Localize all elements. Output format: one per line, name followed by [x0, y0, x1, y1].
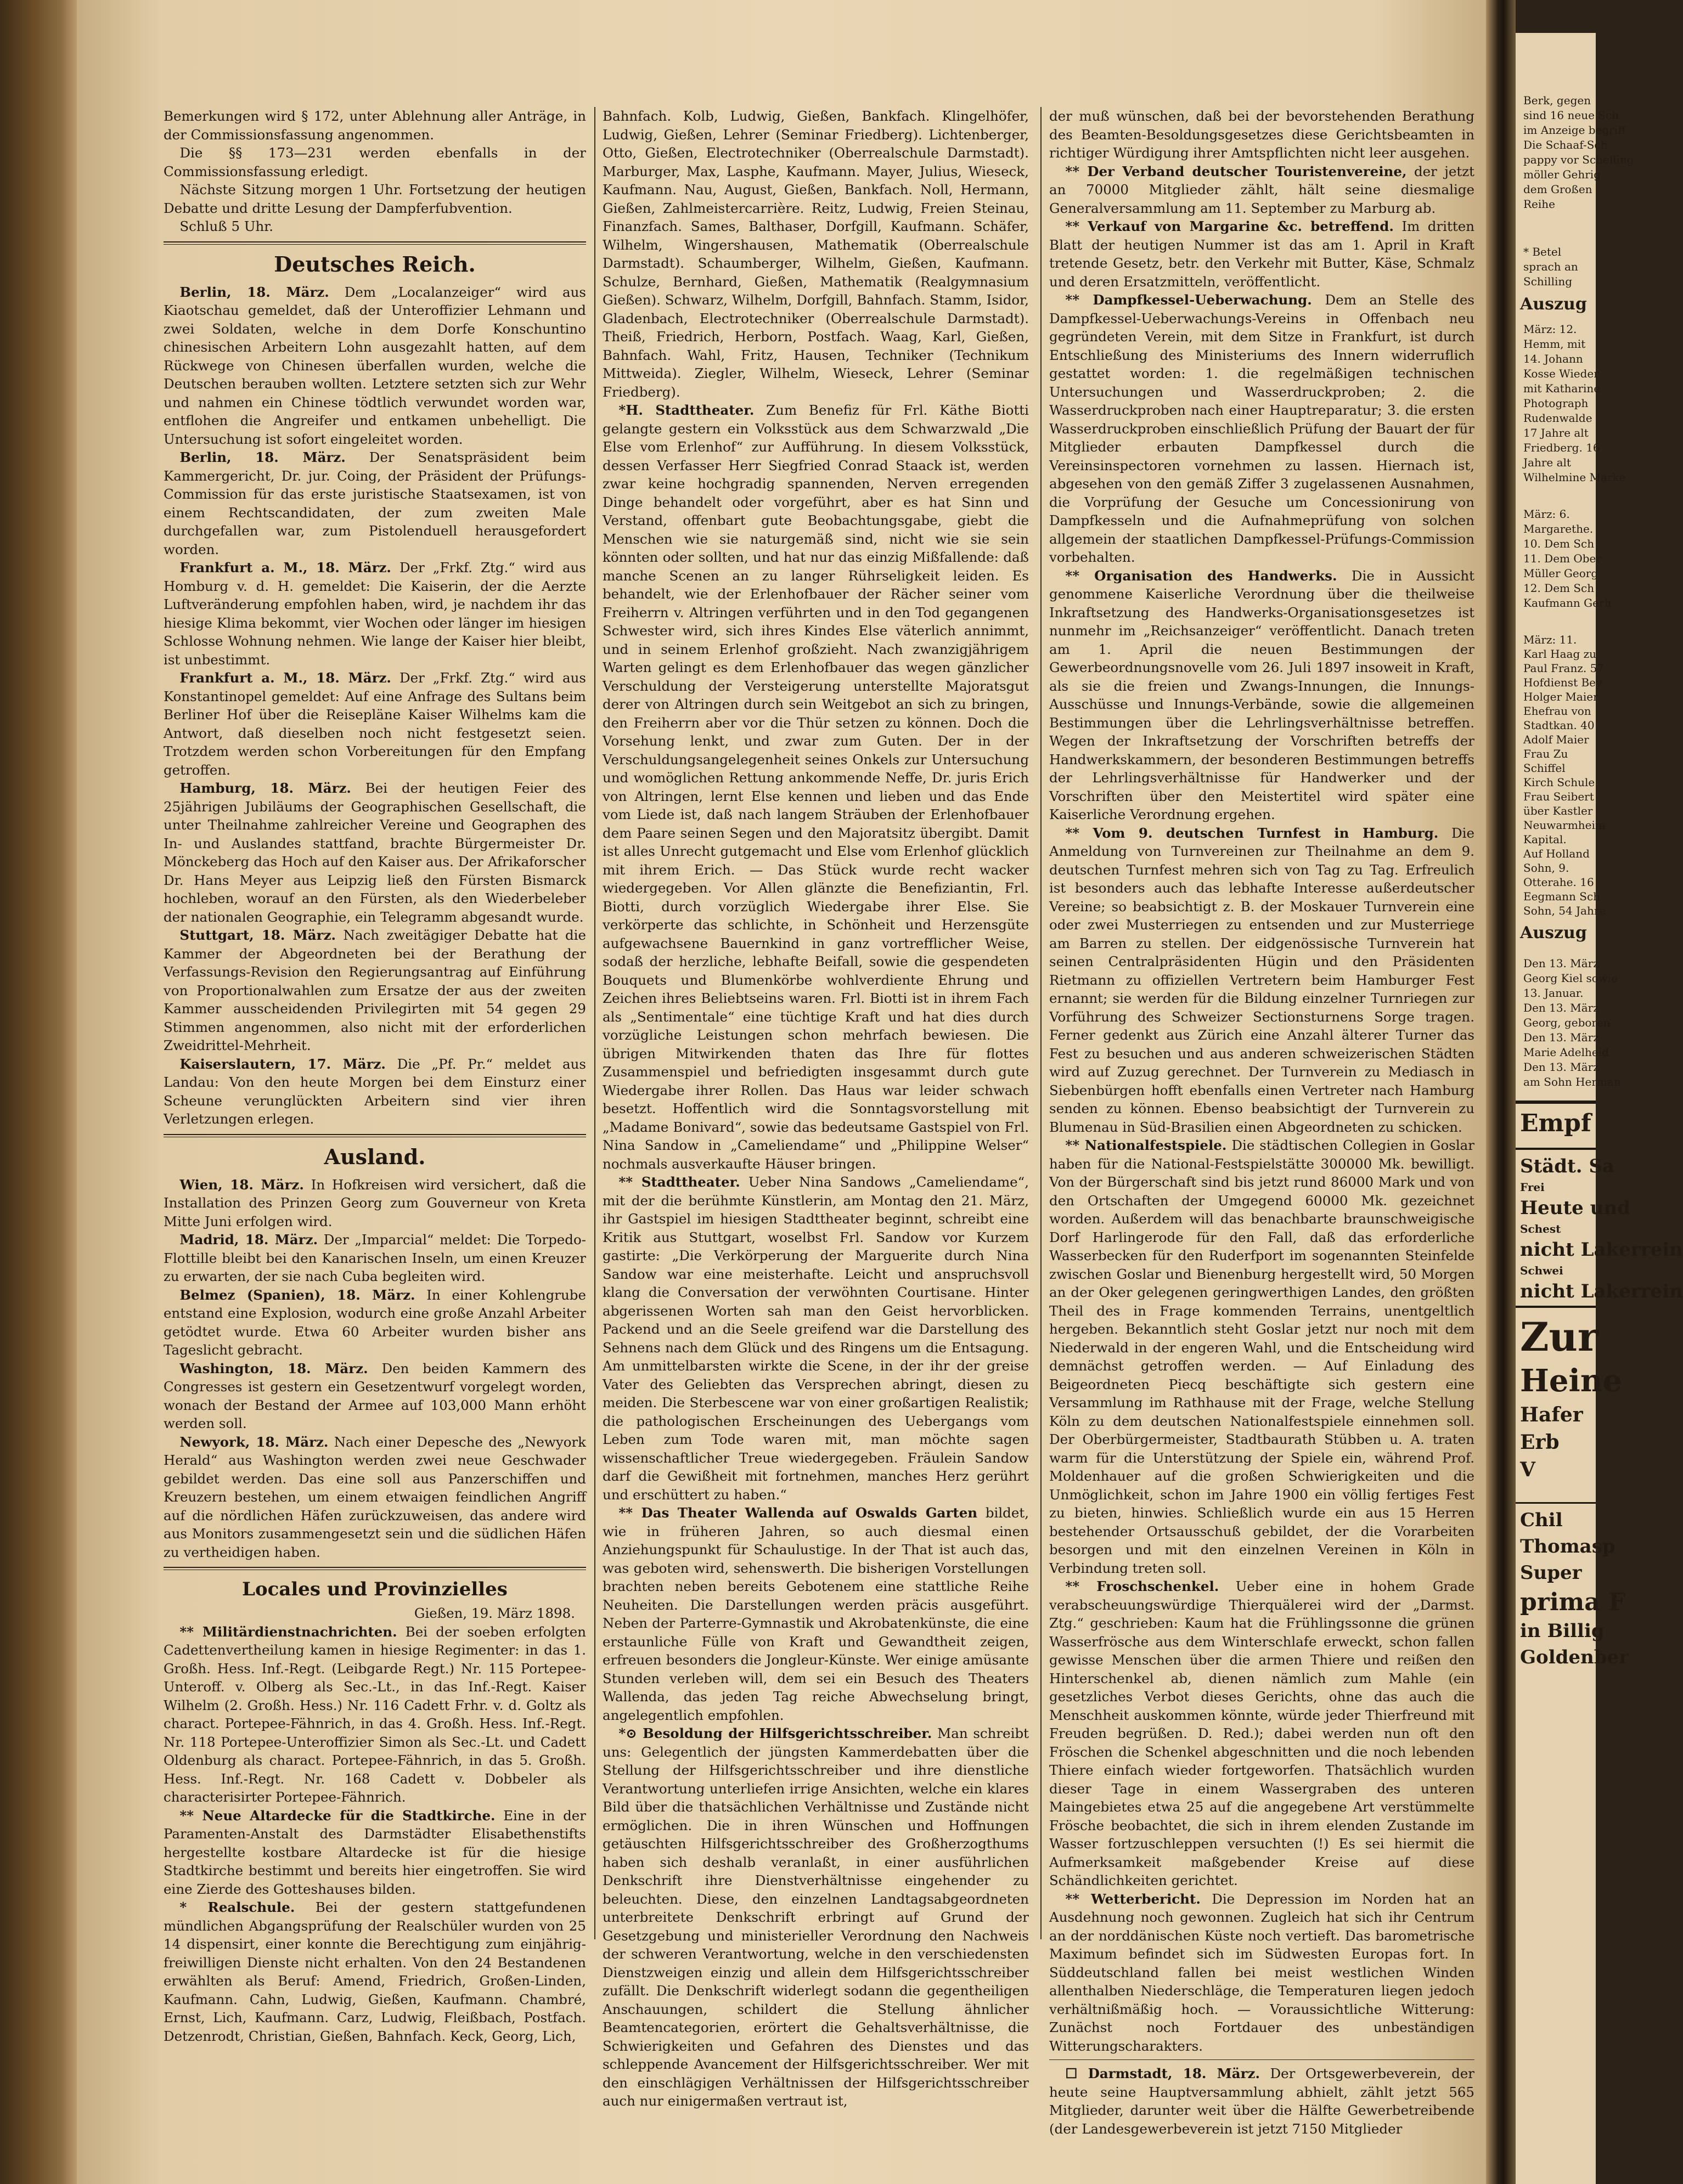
item-text: Der Senatspräsident beim Kammergericht, Dr. jur. Coing, der Präsident der Prüfungs-Commission für das erste juristische Staatsexamen, ist von einem Rechtscandidaten, der zum zweiten Male durchgefallen war, zum Pistolenduell herausgefordert worden.	[164, 449, 586, 557]
item-dateline: ** Verkauf von Margarine &c. betreffend.	[1065, 218, 1394, 234]
news-item	[603, 1724, 1029, 2110]
column-3	[1049, 107, 1475, 2137]
ad-text: Chil	[1520, 1509, 1563, 1531]
item-text: Den beiden Kammern des Congresses ist gestern ein Gesetzentwurf vorgelegt worden, wonach der Bestand der Armee auf 103,000 Mann erhöht werden soll.	[164, 1360, 586, 1431]
news-item	[1049, 1577, 1474, 1890]
edge-text-line: Den 13. März	[1523, 957, 1599, 970]
news-item	[164, 1623, 586, 1807]
item-text: Der Ortsgewerbeverein, der heute seine Hauptversammlung abhielt, zählt jetzt 565 Mitglieder, darunter weit über die Hälfte Gewerbetreibende (der Landesgewerbeverein ist jetzt 7150 Mitglieder	[1049, 2066, 1474, 2137]
edge-text-line: 12. Dem Sch	[1523, 582, 1595, 595]
edge-text-line: Paul Franz. 57	[1523, 662, 1605, 675]
news-item	[603, 401, 1029, 1173]
edge-text-line: Otterahe. 16	[1523, 876, 1594, 889]
item-dateline: ** Nationalfestspiele.	[1065, 1137, 1227, 1153]
news-item	[1049, 291, 1474, 567]
news-item	[164, 1433, 586, 1562]
edge-text-line: Den 13. März	[1523, 1031, 1599, 1044]
edge-rule	[1516, 1306, 1596, 1308]
edge-text-line: 13. Januar.	[1523, 986, 1584, 1000]
news-item	[164, 1176, 586, 1231]
edge-heading: Empf	[1520, 1109, 1591, 1137]
item-text: Ueber Nina Sandows „Cameliendame“, mit der die berühmte Künstlerin, am Montag den 21. März, ihr Gastspiel im hiesigen Stadttheater beginnt, schreibt eine Kritik aus Stuttgart, woselbst Frl. Sandow vor Kurzem gastirte: „Die Verkörperung der Marguerite durch Nina Sandow war eine meisterhafte. Leicht und anspruchsvoll klang die Conversation der verwöhnten Courtisane. Hinter abgerissenen Worten sah man den Geist hervorblicken. Packend und an die Seele greifend war die Darstellung des Sehnens nach dem Glück und des Ringens um die Entsagung. Am unmittelbarsten wirkte die Scene, in der ihr der greise Vater des Geliebten das Versprechen abringt, diesen zu meiden. Die Sterbescene war von einer großartigen Realistik; die pathologischen Erscheinungen des Uebergangs vom Leben zum Tode waren mit, man möchte sagen wissenschaftlicher Treue wiedergegeben. Fräulein Sandow darf die Gewißheit mit fortnehmen, manches Herz gerührt und erschüttert zu haben.“	[603, 1174, 1029, 1503]
column-2	[603, 107, 1029, 2109]
edge-text-line: Holger Maier	[1523, 690, 1598, 703]
edge-text-line: Kosse Wieder	[1523, 367, 1599, 380]
item-dateline: ** Vom 9. deutschen Turnfest in Hamburg.	[1065, 825, 1439, 841]
ad-text: Hafer	[1520, 1403, 1583, 1426]
edge-heading: Auszug	[1520, 295, 1587, 314]
news-item	[603, 1173, 1029, 1504]
edge-text-line: Schilling	[1523, 275, 1573, 288]
news-item	[164, 669, 586, 779]
edge-heading: Auszug	[1520, 923, 1587, 943]
ad-text: nicht Lakerrein	[1520, 1239, 1683, 1261]
item-dateline: Kaiserslautern, 17. März.	[179, 1056, 386, 1072]
edge-text-line: Sohn, 54 Jahre	[1523, 904, 1606, 917]
edge-text-line: Berk, gegen	[1523, 94, 1591, 107]
item-text: Die Anmeldung von Turnvereinen zur Theilnahme an dem 9. deutschen Turnfest mehren sich von Tag zu Tag. Erfreulich ist besonders auch das lebhafte Interesse außerdeutscher Vereine; so beabsichtigt z. B. der Moskauer Turnverein eine oder zwei Musterriegen zu entsenden und zur Musterriege am Barren zu stellen. Der eidgenössische Turnverein hat seinen Centralpräsidenten Hügin und den Präsidenten Rietmann zu offiziellen Vertretern beim Hamburger Fest ernannt; sie werden für die Bildung einzelner Turnriegen zur Vorführung des Schweizer Sectionsturnens Sorge tragen. Ferner gedenkt aus Zürich eine Anzahl älterer Turner das Fest zu besuchen und aus anderen schweizerischen Städten wird auf Zuzug gerechnet. Der Turnverein zu Mediasch in Siebenbürgen hofft ebenfalls einen Vertreter nach Hamburg senden zu können. Ebenso beabsichtigt der Turnverein zu Blumenau in Süd-Brasilien einen Abgeordneten zu schicken.	[1049, 825, 1474, 1135]
edge-text-line: 10. Dem Sch	[1523, 537, 1595, 550]
page-gutter	[1486, 0, 1516, 2184]
paragraph: Die §§ 173—231 werden ebenfalls in der Commissionsfassung erledigt.	[164, 145, 586, 179]
ad-text: Goldenber	[1520, 1646, 1629, 1668]
edge-rule	[1516, 1101, 1596, 1104]
edge-text-line: 14. Johann	[1523, 352, 1583, 365]
news-item	[1049, 217, 1474, 291]
item-text: Man schreibt uns: Gelegentlich der jüngsten Kammerdebatten über die Stellung der Hilfsgerichtsschreiber und ihre dienstliche Verantwortung unterliefen irrige Ansichten, welche ein klares Bild über die thatsächlichen Verhältnisse und Zustände nicht ermöglichen. Die in ihren Wünschen und Hoffnungen getäuschten Hilfsgerichtsschreiber des Großherzogthums haben sich deshalb veranlaßt, in einer ausführlichen Denkschrift ihre Dienstverhältnisse eingehender zu beleuchten. Diese, den einzelnen Landtagsabgeordneten unterbreitete Denkschrift erbringt auf Grund der Gesetzgebung und ministerieller Verordnung den Nachweis der schweren Verantwortung, welche in den verschiedensten Dienstzweigen einzig und allein dem Hilfsgerichtsschreiber zufällt. Die Denkschrift widerlegt sodann die gegentheiligen Anschauungen, schildert die Stellung ähnlicher Beamtencategorien, erörtert die Gehaltsverhältnisse, die Schwierigkeiten und Gefahren des Dienstes und das schleppende Avancement der Hilfsgerichtsschreiber. Wer mit den einschlägigen Verhältnissen der Hilfsgerichtsschreiber auch nur einigermaßen vertraut ist,	[603, 1725, 1029, 2109]
section-heading: Locales und Provinzielles	[242, 1578, 508, 1600]
item-text: Nach zweitägiger Debatte hat die Kammer der Abgeordneten bei der Berathung der Verfassungs-Revision den Regierungsantrag auf Einführung von Proportionalwahlen zum Ersatze der aus der zweiten Kammer ausscheidenden Privilegirten mit 54 gegen 29 Stimmen angenommen, also nicht mit der erforderlichen Zweidrittel-Mehrheit.	[164, 927, 586, 1053]
ad-text: V	[1520, 1458, 1535, 1481]
item-text: Der „Frkf. Ztg.“ wird aus Konstantinopel gemeldet: Auf eine Anfrage des Sultans beim Berliner Hof über die Reisepläne Kaiser Wilhelms kam die Antwort, daß dieselben noch nicht festgesetzt seien. Trotzdem werden schon Vorbereitungen für den Empfang getroffen.	[164, 670, 587, 778]
edge-text-line: * Betel	[1523, 245, 1562, 258]
edge-text-line: Georg, geboren	[1523, 1016, 1611, 1029]
news-item	[1049, 824, 1474, 1137]
item-dateline: * Realschule.	[179, 1899, 295, 1915]
ad-text: nicht Lakerrein	[1520, 1280, 1683, 1302]
ad-text: Super	[1520, 1562, 1582, 1584]
item-text: Die städtischen Collegien in Goslar haben für die National-Festspielstätte 300000 Mk. bewilligt. Von der Bürgerschaft sind bis jetzt rund 86000 Mark und von den Ortschaften der Umgegend 60000 Mk. gezeichnet worden. Außerdem will das benachbarte braunschweigische Dorf Harlingerode für den Fall, daß das erforderliche Wasserbecken für den Ruderfport im sogenannten Steinfelde zwischen Goslar und Bienenburg hergestellt wird, 50 Morgen an der Oker gelegenen geringwerthigen Landes, den größten Theil des in Frage kommenden Terrains, unentgeltlich hergeben. Bekanntlich steht Goslar jetzt nur noch mit dem Niederwald in der engeren Wahl, und die Entscheidung wird demnächst getroffen werden. — Auf Einladung des Beigeordneten Piecq beschäftigte sich gestern eine Versammlung im Rathhause mit der Frage, welche Stellung Köln zu dem deutschen Nationalfestspiele einnehmen soll. Der Oberbürgermeister, Stadtbaurath Stübben u. A. traten warm für die Unterstützung der Spiele ein, während Prof. Moldenhauer auf die großen Schwierigkeiten und die Unmöglichkeit, schon im Jahre 1900 ein völlig fertiges Fest zu bieten, hinwies. Schließlich wurde ein aus 15 Herren bestehender Ortsausschuß gebildet, der die Vorarbeiten besorgen und mit den einzelnen Vereinen in Köln in Verbindung treten soll.	[1049, 1137, 1474, 1576]
news-item	[1049, 162, 1474, 218]
edge-text-line: Neuwarmheim	[1523, 819, 1606, 832]
edge-text-line: Die Schaaf-Sch	[1523, 138, 1608, 151]
edge-text-line: 11. Dem Ober	[1523, 552, 1601, 565]
edge-text-line: Frau Seibert	[1523, 790, 1594, 803]
item-dateline: ** Das Theater Wallenda auf Oswalds Garten	[618, 1505, 978, 1521]
edge-text-line: Eegmann Sch	[1523, 890, 1601, 903]
edge-text-line: pappy vor Schelling	[1523, 153, 1634, 166]
edge-text-line: Kapital.	[1523, 833, 1567, 846]
paragraph: Nächste Sitzung morgen 1 Uhr. Fortsetzung der heutigen Debatte und dritte Lesung der Dampferfubvention.	[164, 182, 586, 216]
edge-text-line: Müller Georg	[1523, 567, 1598, 580]
column-divider	[1040, 107, 1042, 1939]
edge-text-line: Georg Kiel sowie	[1523, 972, 1618, 985]
edge-text-line: sprach an	[1523, 260, 1578, 273]
edge-text-line: Auf Holland	[1523, 847, 1590, 860]
ad-text: Städt. Sa	[1520, 1155, 1615, 1177]
edge-text-line: sind 16 neue Sch	[1523, 109, 1619, 122]
column-divider	[594, 107, 595, 1939]
item-dateline: Belmez (Spanien), 18. März.	[179, 1286, 415, 1303]
item-text: Die „Pf. Pr.“ meldet aus Landau: Von den heute Morgen bei dem Einsturz einer Scheune verunglückten Arbeitern sind vier ihren Verletzungen erlegen.	[164, 1056, 586, 1127]
item-dateline: Frankfurt a. M., 18. März.	[179, 560, 391, 575]
edge-text-line: am Sohn Herman	[1523, 1075, 1621, 1088]
edge-text-line: Sohn, 9.	[1523, 861, 1569, 874]
edge-text-line: 17 Jahre alt	[1523, 426, 1589, 439]
ad-text: prima F	[1520, 1588, 1626, 1616]
news-item	[164, 926, 586, 1055]
edge-text-line: Den 13. März	[1523, 1001, 1599, 1014]
item-dateline: ** Froschschenkel.	[1065, 1578, 1219, 1594]
section-rule	[164, 1134, 586, 1137]
edge-text-line: Kaufmann Gerh	[1523, 596, 1612, 610]
edge-text-line: Marie Adelheid	[1523, 1046, 1609, 1059]
item-text: Dem „Localanzeiger“ wird aus Kiaotschau gemeldet, daß der Unteroffizier Lehmann und zwei Soldaten, welche in dem Dorfe Konschuntino chinesischen Arbeitern Lohn ausgezahlt hatten, auf dem Rückwege von Chinesen überfallen wurden, welche die Deutschen berauben wollten. Letztere setzten sich zur Wehr und nahmen ein Chinese tödtlich verwundet worden war, entflohen die Angreifer und entkamen unbehelligt. Die Untersuchung ist sofort eingeleitet worden.	[164, 284, 586, 447]
item-rule	[1049, 2059, 1474, 2060]
item-dateline: ** Neue Altardecke für die Stadtkirche.	[179, 1807, 496, 1824]
item-dateline: Wien, 18. März.	[179, 1176, 304, 1193]
item-dateline: *H. Stadttheater.	[618, 402, 755, 418]
news-item	[164, 283, 586, 449]
item-text: Der „Imparcial“ meldet: Die Torpedo-Flottille bleibt bei den Kanarischen Inseln, um einen Kreuzer zu erwarten, der sie nach Cuba begleiten wird.	[164, 1232, 586, 1284]
ad-text: Zur	[1520, 1313, 1598, 1360]
edge-text-line: Hemm, mit	[1523, 337, 1586, 351]
edge-text-line: Rudenwalde	[1523, 411, 1592, 425]
section-heading: Ausland.	[324, 1144, 426, 1169]
item-text: Ueber eine in hohem Grade verabscheuungswürdige Thierquälerei wird der „Darmst. Ztg.“ geschrieben: Kaum hat die Frühlingssonne die grünen Wasserfrösche aus dem Winterschlafe erweckt, schon fallen gewisse Menschen über die armen Thiere und reißen den Hinterschenkel ab, dienen nämlich zum Mahle (ein gesetzliches Verbot dieses Gerichts, ohne das auch die Menschheit auskommen könnte, würde jeder Thierfreund mit Freuden begrüßen. D. Red.); dabei werden nun oft den Fröschen die Schenkel abgeschnitten und die noch lebenden Thiere einfach wieder fortgeworfen. Thatsächlich wurden dieser Tage in einem Wassergraben des unteren Maingebietes etwa 25 auf die angegebene Art verstümmelte Frösche beobachtet, die sich in ihrem elenden Zustande im Wasser fortzuschleppen versuchten (!) Es sei hiermit die Aufmerksamkeit maßgebender Kreise auf diese Schändlichkeiten gerichtet.	[1049, 1578, 1475, 1888]
edge-rule	[1516, 1502, 1596, 1504]
item-text: In einer Kohlengrube entstand eine Explosion, wodurch eine große Anzahl Arbeiter getödtet wurde. Etwa 60 Arbeiter wurden bisher ans Tageslicht gebracht.	[164, 1286, 586, 1358]
item-dateline: Berlin, 18. März.	[179, 449, 346, 465]
paragraph: Bahnfach. Kolb, Ludwig, Gießen, Bankfach. Klingelhöfer, Ludwig, Gießen, Lehrer (Seminar Friedberg). Lichtenberger, Otto, Gießen, Electrotechniker (Oberrealschule Darmstadt). Marburger, Max, Lasphe, Kaufmann. Mayer, Julius, Wieseck, Kaufmann. Nau, August, Gießen, Bankfach. Noll, Hermann, Gießen, Zahlmeistercarrière. Reitz, Ludwig, Freien Steinau, Finanzfach. Sames, Balthaser, Dorfgill, Kaufmann. Schäfer, Wilhelm, Wingershausen, Mathematik (Oberrealschule Darmstadt). Schaumberger, Wilhelm, Gießen, Kaufmann. Schulze, Bernhard, Gießen, Mathematik (Realgymnasium Gießen). Schwarz, Wilhelm, Dorfgill, Bahnfach. Stamm, Isidor, Gladenbach, Electrotechniker (Oberrealschule Darmstadt). Theiß, Friedrich, Herborn, Postfach. Waag, Karl, Gießen, Bahnfach. Wahl, Fritz, Hausen, Techniker (Technikum Mittweida). Ziegler, Wilhelm, Wieseck, Lehrer (Seminar Friedberg).	[603, 108, 1029, 400]
news-item	[164, 1898, 586, 2045]
item-dateline: ☐ Darmstadt, 18. März.	[1065, 2066, 1260, 2081]
item-text: Der „Frkf. Ztg.“ wird aus Homburg v. d. H. gemeldet: Die Kaiserin, der die Aerzte Luftveränderung empfohlen haben, wird, je nachdem ihr das hiesige Klima bekommt, vier Wochen oder länger im hiesigen Schlosse Wohnung nehmen. Wie lange der Kaiser hier bleibt, ist unbestimmt.	[164, 560, 587, 668]
news-item	[164, 448, 586, 558]
ad-text: Heine	[1520, 1363, 1623, 1399]
item-dateline: ** Dampfkessel-Ueberwachung.	[1065, 292, 1312, 308]
dateline: Gießen, 19. März 1898.	[414, 1605, 575, 1621]
paragraph: Schluß 5 Uhr.	[179, 218, 274, 234]
item-text: Im dritten Blatt der heutigen Nummer ist das am 1. April in Kraft tretende Gesetz, betr. den Verkehr mit Butter, Käse, Schmalz und deren Ersatzmitteln, veröffentlicht.	[1049, 218, 1474, 290]
edge-text-line: März: 11.	[1523, 633, 1577, 646]
news-item	[1049, 2064, 1474, 2138]
news-item	[1049, 1890, 1474, 2056]
news-item	[1049, 1136, 1474, 1577]
adjacent-page-edge	[1516, 33, 1683, 2184]
news-item	[164, 1231, 586, 1286]
item-dateline: Stuttgart, 18. März.	[179, 927, 336, 943]
edge-text-line: Jahre alt	[1523, 456, 1571, 469]
edge-text-line: Schiffel	[1523, 761, 1566, 775]
edge-text-line: Stadtkan. 40	[1523, 719, 1595, 732]
news-item	[164, 1359, 586, 1433]
news-item	[164, 779, 586, 926]
edge-text-line: Den 13. März	[1523, 1060, 1599, 1074]
ad-text: in Billig	[1520, 1620, 1605, 1642]
item-text: Die Depression im Norden hat an Ausdehnung noch gewonnen. Zugleich hat sich ihr Centrum an der norddänischen Küste noch vertieft. Das barometrische Maximum befindet sich im Südwesten Europas fort. In Süddeutschland fallen bei meist westlichen Winden allenthalben Niederschläge, die Temperaturen liegen jedoch verhältnißmäßig hoch. — Voraussichtliche Witterung: Zunächst noch Fortdauer des unbeständigen Witterungscharakters.	[1049, 1890, 1474, 2054]
news-item	[1049, 567, 1474, 824]
edge-rule	[1516, 1148, 1596, 1150]
ad-text: Schwei	[1520, 1264, 1563, 1277]
edge-text-line: Photograph	[1523, 397, 1589, 410]
edge-text-line: Margarethe.	[1523, 522, 1594, 535]
item-dateline: ** Organisation des Handwerks.	[1065, 567, 1337, 584]
item-text: Eine in der Paramenten-Anstalt des Darmstädter Elisabethenstifts hergestellte kostbare Altardecke ist für die hiesige Stadtkirche bestimmt und bereits hier eingetroffen. Sie wird eine Zierde des Gotteshauses bilden.	[164, 1807, 586, 1897]
book-binding	[0, 0, 77, 2184]
item-dateline: ** Wetterbericht.	[1065, 1890, 1201, 1907]
item-dateline: Newyork, 18. März.	[179, 1434, 329, 1450]
edge-text-line: Kirch Schule	[1523, 776, 1595, 789]
section-heading: Deutsches Reich.	[274, 251, 476, 276]
ad-text: Frei	[1520, 1181, 1545, 1194]
edge-text-line: dem Großen	[1523, 183, 1592, 196]
item-dateline: *⊙ Besoldung der Hilfsgerichtsschreiber.	[618, 1725, 932, 1741]
edge-text-line: März: 12.	[1523, 323, 1577, 336]
item-text: Zum Benefiz für Frl. Käthe Biotti gelangte gestern ein Volksstück aus dem Schwarzwald „Die Else vom Erlenhof“ zur Aufführung. In diesem Volksstück, dessen Verfasser Herr Siegfried Conrad Staack ist, werden zwar keine hochgradig spannenden, Nerven erregenden Dinge behandelt oder vorgeführt, aber es hat Sinn und Verstand, offenbart gute Beobachtungsgabe, giebt die Menschen wie sie naturgemäß sind, nicht wie sie sein könnten oder sollten, und hat nur das einzig Mißfallende: daß manche Scenen an zu langer Rührseligkeit leiden. Es behandelt, wie der Erlenhofbauer der Rächer seiner vom Freiherrn v. Altringen verführten und in den Tod gegangenen Schwester wird, sich ihres Kindes Else väterlich annimmt, und in seinem Erlenhof großzieht. Nach zwanzigjährigem Warten gelingt es dem Erlenhofbauer das wegen gänzlicher Verschuldung der Versteigerung unterstellte Majoratsgut derer von Altringen durch sein Weitgebot an sich zu bringen, den Freiherrn aber vor die Thür setzen zu können. Doch die Vorsehung lenkt, und zwar zum Guten. Der in der Verschuldungsangelegenheit seines Onkels zur Untersuchung und womöglichen Rettung ankommende Neffe, Dr. juris Erich von Altringen, lernt Else kennen und lieben und das Ende vom Liede ist, daß nach langem Sträuben der Erlenhofbauer dem Paare seinen Segen und den Majoratsitz übergibt. Damit ist alles Unrecht gutgemacht und Else vom Erlenhof glücklich mit ihrem Erich. — Das Stück wurde recht wacker wiedergegeben. Vor Allen glänzte die Benefiziantin, Frl. Biotti, durch vorzüglich Wiedergabe ihrer Else. Sie verkörperte das schlichte, in Schönheit und Herzensgüte aufgewachsene Bauernkind in ganz vortrefflicher Weise, sodaß der herzliche, lebhafte Beifall, sowie die gespendeten Bouquets und Blumenkörbe wohlverdiente Ehrung und Zeichen ihres Beliebtseins waren. Frl. Biotti ist in ihrem Fach als „Sentimentale“ eine tüchtige Kraft und hat dies durch vorzügliche Leistungen schon mehrfach bewiesen. Die übrigen Mitwirkenden thaten das Ihre für flottes Zusammenspiel und befriedigten insgesammt durch gute Wiedergabe ihrer Rollen. Das Haus war leider schwach besetzt. Hoffentlich wird die Sonntagsvorstellung mit „Madame Bonivard“, sowie das bedeutsame Gastspiel von Frl. Nina Sandow in „Cameliendame“ und „Philippine Welser“ nochmals ausverkaufte Häuser bringen.	[603, 402, 1029, 1172]
edge-text-line: Hofdienst Bey	[1523, 676, 1602, 689]
section-rule	[164, 241, 586, 245]
item-text: Nach einer Depesche des „Newyork Herald“ aus Washington werden zwei neue Geschwader gebildet werden. Das eine soll aus Panzerschiffen und Kreuzern bestehen, um einem etwaigen feindlichen Angriff auf die nördlichen Häfen zurückzuweisen, das andere wird aus Monitors zusammengesetzt sein und die südlichen Häfen zu vertheidigen haben.	[164, 1434, 587, 1560]
news-item	[164, 1286, 586, 1359]
edge-text-line: Friedberg. 16	[1523, 441, 1600, 454]
news-item	[164, 1055, 586, 1128]
item-text: der jetzt an 70000 Mitglieder zählt, hält seine diesmalige Generalversammlung am 11. September zu Marburg ab.	[1049, 163, 1474, 216]
item-dateline: ** Stadttheater.	[618, 1174, 740, 1190]
edge-text-line: mit Katharine	[1523, 382, 1601, 395]
item-text: Bei der soeben erfolgten Cadettenvertheilung kamen in hiesige Regimenter: in das 1. Großh. Hess. Inf.-Regt. (Leibgarde Regt.) Nr. 115 Portepee-Unteroff. v. Olberg als Sec.-Lt., in das Inf.-Regt. Kaiser Wilhelm (2. Großh. Hess.) Nr. 116 Cadett Frhr. v. d. Goltz als charact. Portepee-Fähnrich, in das 4. Großh. Hess. Inf.-Regt. Nr. 118 Portepee-Unteroffizier Simon als Sec.-Lt. und Cadett Oldenburg als charact. Portepee-Fähnrich, in das 5. Großh. Hess. Inf.-Regt. Nr. 168 Cadett v. Dobbeler als characterisirter Portepee-Fähnrich.	[164, 1623, 586, 1805]
item-text: Bei der heutigen Feier des 25jährigen Jubiläums der Geographischen Gesellschaft, die unter Theilnahme zahlreicher Vereine und Geographen des In- und Auslandes stattfand, brachte Bürgermeister Dr. Mönckeberg das Hoch auf den Kaiser aus. Der Afrikaforscher Dr. Hans Meyer aus Leipzig ließ den Fürsten Bismarck hochleben, worauf an den Fürsten, als den Wiederbeleber der nationalen Geographie, ein Telegramm abgesandt wurde.	[164, 780, 586, 925]
news-item	[164, 558, 586, 669]
edge-text-line: Wilhelmine Marke	[1523, 471, 1626, 484]
item-text: In Hofkreisen wird versichert, daß die Installation des Prinzen Georg zum Gouverneur von Kreta Mitte Juni erfolgen wird.	[164, 1176, 586, 1229]
edge-text-line: im Anzeige begriff	[1523, 123, 1626, 137]
edge-text-line: Adolf Maier	[1523, 733, 1589, 746]
item-text: Dem an Stelle des Dampfkessel-Ueberwachungs-Vereins in Offenbach neu gegründeten Verein, mit dem Sitze in Frankfurt, ist durch Entschließung des Ministeriums des Innern widerruflich gestattet worden: 1. die regelmäßigen technischen Untersuchungen und Wasserdruckproben; 2. die Wasserdruckproben nach einer Hauptreparatur; 3. die ersten Wasserdruckproben einschließlich Prüfung der Bauart der für Mitglieder erbauten Dampfkessel durch die Vereinsinspectoren vornehmen zu lassen. Hiernach ist, abgesehen von den gemäß Ziffer 3 zugelassenen Ausnahmen, die Vorprüfung der Gesuche um Concessionirung von Dampfkesseln und die Aufnahmeprüfung von solchen allgemein der staatlichen Dampfkessel-Prüfungs-Commission vorbehalten.	[1049, 292, 1474, 565]
column-1	[164, 107, 587, 2044]
ad-text: Thomasp	[1520, 1536, 1616, 1557]
ad-text: Schest	[1520, 1222, 1561, 1235]
item-dateline: ** Militärdienstnachrichten.	[179, 1623, 397, 1640]
item-text: Bei der gestern stattgefundenen mündlichen Abgangsprüfung der Realschüler wurden von 25 14 dispensirt, einer konnte die Berechtigung zum einjährig-freiwilligen Dienste nicht erhalten. Von den 24 Bestandenen erwählten als Beruf: Amend, Friedrich, Großen-Linden, Kaufmann. Cahn, Ludwig, Gießen, Kaufmann. Chambré, Ernst, Lich, Kaufmann. Carz, Ludwig, Fleißbach, Postfach. Detzenrodt, Christian, Gießen, Bahnfach. Keck, Georg, Lich,	[164, 1899, 587, 2044]
edge-text-line: März: 6.	[1523, 507, 1570, 521]
item-dateline: Berlin, 18. März.	[179, 284, 329, 300]
edge-text-line: Karl Haag zu	[1523, 647, 1597, 661]
edge-text-line: Frau Zu	[1523, 747, 1568, 760]
edge-text-line: Ehefrau von	[1523, 704, 1591, 718]
ad-text: Erb	[1520, 1431, 1560, 1454]
item-text: bildet, wie in früheren Jahren, so auch diesmal einen Anziehungspunkt für Schaulustige. In der That ist auch das, was geboten wird, sehenswerth. Die bisherigen Vorstellungen brachten neben bereits Gebotenem eine stattliche Reihe Neuheiten. Die Darstellungen werden präcis ausgeführt. Neben der Parterre-Gymnastik und Akrobatenkünste, die eine erstaunliche Fülle von Kraft und Gewandtheit zeigen, erfreuen besonders die Jongleur-Künste. Wer einige amüsante Stunden verleben will, dem sei ein Besuch des Theaters Wallenda, das jeden Tag reiche Abwechselung bringt, angelegentlich empfohlen.	[603, 1505, 1029, 1723]
news-item	[603, 1504, 1029, 1724]
item-dateline: Washington, 18. März.	[179, 1360, 368, 1376]
paragraph: Bemerkungen wird § 172, unter Ablehnung aller Anträge, in der Commissionsfassung angenommen.	[164, 108, 586, 143]
section-rule	[164, 1567, 586, 1570]
item-text: Die in Aussicht genommene Kaiserliche Verordnung über die theilweise Inkraftsetzung des Handwerks-Organisationsgesetzes ist nunmehr im „Reichsanzeiger“ veröffentlicht. Danach treten am 1. April die neuen Bestimmungen der Gewerbeordnungsnovelle vom 26. Juli 1897 insoweit in Kraft, als sie die freien und Zwangs-Innungen, die Innungs-Ausschüsse und Innungs-Verbände, sowie die allgemeinen Bestimmungen über die Lehrlingsverhältnisse betreffen. Wegen der Inkraftsetzung der Vorschriften betreffs der Handwerkskammern, der besonderen Bestimmungen betreffs der Lehrlingsverhältnisse für Handwerker und der Vorschriften über den Meistertitel wird später eine Kaiserliche Verordnung ergehen.	[1049, 567, 1475, 822]
news-item	[164, 1807, 586, 1899]
edge-text-line: Reihe	[1523, 197, 1556, 211]
edge-text-line: möller Gehrig	[1523, 168, 1601, 181]
item-dateline: Hamburg, 18. März.	[179, 780, 351, 796]
item-dateline: Madrid, 18. März.	[179, 1232, 318, 1248]
paragraph: der muß wünschen, daß bei der bevorstehenden Berathung des Beamten-Besoldungsgesetzes diese Gerichtsbeamten in richtiger Würdigung ihrer Amtspflichten nicht leer ausgehen.	[1049, 108, 1474, 161]
item-dateline: ** Der Verband deutscher Touristenvereine,	[1065, 163, 1407, 179]
item-dateline: Frankfurt a. M., 18. März.	[179, 670, 391, 686]
edge-text-line: über Kastler	[1523, 804, 1593, 817]
ad-text: Heute und	[1520, 1197, 1630, 1219]
